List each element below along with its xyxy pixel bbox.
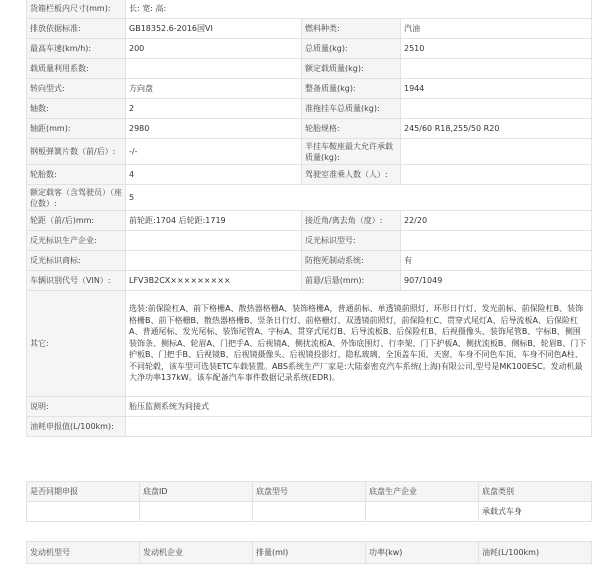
fuel-consumption-label: 油耗申报值(L/100km): xyxy=(27,417,126,437)
total-mass-label: 总质量(kg): xyxy=(302,39,401,59)
fuel-consumption-value xyxy=(126,417,592,437)
spec-row xyxy=(27,165,592,185)
axle-count-value: 2 xyxy=(126,99,302,119)
vehicle-spec-table xyxy=(26,0,592,437)
chassis-table xyxy=(26,481,592,522)
spec-row xyxy=(27,0,592,19)
curb-mass-value: 1944 xyxy=(401,79,592,99)
max-speed-value: 200 xyxy=(126,39,302,59)
vin-value: LFV3B2CX××××××××× xyxy=(126,271,302,291)
approach-angle-label: 接近角/离去角（度）: xyxy=(302,211,401,231)
chassis-header-model: 底盘型号 xyxy=(253,482,366,502)
spec-row xyxy=(27,231,592,251)
abs-value: 有 xyxy=(401,251,592,271)
steering-type-label: 转向型式: xyxy=(27,79,126,99)
other-label: 其它: xyxy=(27,291,126,397)
spec-row xyxy=(27,211,592,231)
cab-passengers-value xyxy=(401,165,592,185)
spec-row xyxy=(27,271,592,291)
overhang-label: 前悬/后悬(mm): xyxy=(302,271,401,291)
spec-row xyxy=(27,19,592,39)
tire-spec-value: 245/60 R18,255/50 R20 xyxy=(401,119,592,139)
max-speed-label: 最高车速(km/h): xyxy=(27,39,126,59)
emission-standard-label: 排放依据标准: xyxy=(27,19,126,39)
spec-row xyxy=(27,185,592,211)
saddle-load-value xyxy=(401,139,592,165)
note-value: 胎压监测系统为间接式 xyxy=(126,397,592,417)
spec-row xyxy=(27,417,592,437)
abs-label: 防抱死制动系统: xyxy=(302,251,401,271)
spec-row xyxy=(27,119,592,139)
steering-type-value: 方向盘 xyxy=(126,79,302,99)
chassis-header-same-period: 是否同期申报 xyxy=(27,482,140,502)
approach-angle-value: 22/20 xyxy=(401,211,592,231)
overhang-value: 907/1049 xyxy=(401,271,592,291)
chassis-same-period-value xyxy=(27,502,140,522)
tire-count-label: 轮胎数: xyxy=(27,165,126,185)
chassis-header-row xyxy=(27,482,592,502)
rated-passengers-label: 额定载客（含驾驶员）（座位数）: xyxy=(27,185,126,211)
spec-row xyxy=(27,59,592,79)
spec-row xyxy=(27,397,592,417)
engine-header-row xyxy=(27,542,592,564)
engine-table xyxy=(26,541,592,564)
leaf-spring-label: 钢板弹簧片数（前/后）: xyxy=(27,139,126,165)
vin-label: 车辆识别代号（VIN）: xyxy=(27,271,126,291)
trailer-mass-label: 准拖挂车总质量(kg): xyxy=(302,99,401,119)
reflector-model-value xyxy=(401,231,592,251)
trailer-mass-value xyxy=(401,99,592,119)
spec-row xyxy=(27,139,592,165)
cab-passengers-label: 驾驶室准乘人数（人）: xyxy=(302,165,401,185)
leaf-spring-value: -/- xyxy=(126,139,302,165)
spec-row xyxy=(27,291,592,397)
chassis-header-manufacturer: 底盘生产企业 xyxy=(366,482,479,502)
reflector-brand-value xyxy=(126,251,302,271)
chassis-category-value: 承载式车身 xyxy=(479,502,592,522)
spec-row xyxy=(27,39,592,59)
chassis-manufacturer-value xyxy=(366,502,479,522)
curb-mass-label: 整备质量(kg): xyxy=(302,79,401,99)
track-width-value: 前轮距:1704 后轮距:1719 xyxy=(126,211,302,231)
wheelbase-label: 轴距(mm): xyxy=(27,119,126,139)
engine-header-power: 功率(kw) xyxy=(366,542,479,564)
reflector-company-label: 反光标识生产企业: xyxy=(27,231,126,251)
load-utilization-label: 载质量利用系数: xyxy=(27,59,126,79)
track-width-label: 轮距（前/后)mm: xyxy=(27,211,126,231)
other-value: 选装:前保险杠A、前下格栅A、散热器格栅A、装饰格栅A，普通前标、单透镜前照灯、环形日行灯、发光前标、前保险杠B、装饰格栅B、前下格栅B、散热器格栅B、竖条日行灯、前格栅灯、双透镜前照灯，前保险杠C、贯穿式尾灯A、后导流板A、后保险杠A、普通尾标、发光尾标、装饰尾管A、字标A、贯穿式尾灯B、后导流板B、后保险杠B、后视摄像头、装饰尾管B、字标B、侧围装饰条、侧标A、轮眉A、门把手A、后视镜A、侧扰流板A、外饰底围灯、行李架、门下护板A、侧扰流板B、侧标B、轮眉B、门下护板B、门把手B、后视镜B、后视镜摄像头、后视镜投影灯、隐私玻璃、全顶盖车顶、天窗、车身不同色车顶、车身不同色A柱、不同轮毂，该车型可选装ETC车载装置。ABS系统生产厂家是:大陆泰密克汽车系统(上海)有限公司,型号是MK100ESC。发动机最大净功率137kW。该车配备汽车事件数据记录系统(EDR)。 xyxy=(126,291,592,397)
cargo-box-value: 长: 宽: 高: xyxy=(126,0,592,19)
chassis-header-id: 底盘ID xyxy=(140,482,253,502)
total-mass-value: 2510 xyxy=(401,39,592,59)
engine-header-fuel-consumption: 油耗(L/100km) xyxy=(479,542,592,564)
engine-header-displacement: 排量(ml) xyxy=(253,542,366,564)
rated-passengers-value: 5 xyxy=(126,185,592,211)
spec-row xyxy=(27,251,592,271)
chassis-data-row xyxy=(27,502,592,522)
tire-count-value: 4 xyxy=(126,165,302,185)
axle-count-label: 轴数: xyxy=(27,99,126,119)
engine-header-model: 发动机型号 xyxy=(27,542,140,564)
fuel-type-label: 燃料种类: xyxy=(302,19,401,39)
chassis-header-category: 底盘类别 xyxy=(479,482,592,502)
wheelbase-value: 2980 xyxy=(126,119,302,139)
load-utilization-value xyxy=(126,59,302,79)
note-label: 说明: xyxy=(27,397,126,417)
fuel-type-value: 汽油 xyxy=(401,19,592,39)
spec-row xyxy=(27,99,592,119)
chassis-id-value xyxy=(140,502,253,522)
chassis-model-value xyxy=(253,502,366,522)
reflector-brand-label: 反光标识商标: xyxy=(27,251,126,271)
reflector-model-label: 反光标识型号: xyxy=(302,231,401,251)
reflector-company-value xyxy=(126,231,302,251)
cargo-box-label: 货箱栏板内尺寸(mm): xyxy=(27,0,126,19)
rated-load-value xyxy=(401,59,592,79)
emission-standard-value: GB18352.6-2016国VI xyxy=(126,19,302,39)
saddle-load-label: 半挂车鞍座最大允许承载质量(kg): xyxy=(302,139,401,165)
engine-header-company: 发动机企业 xyxy=(140,542,253,564)
rated-load-label: 额定载质量(kg): xyxy=(302,59,401,79)
tire-spec-label: 轮胎规格: xyxy=(302,119,401,139)
spec-row xyxy=(27,79,592,99)
